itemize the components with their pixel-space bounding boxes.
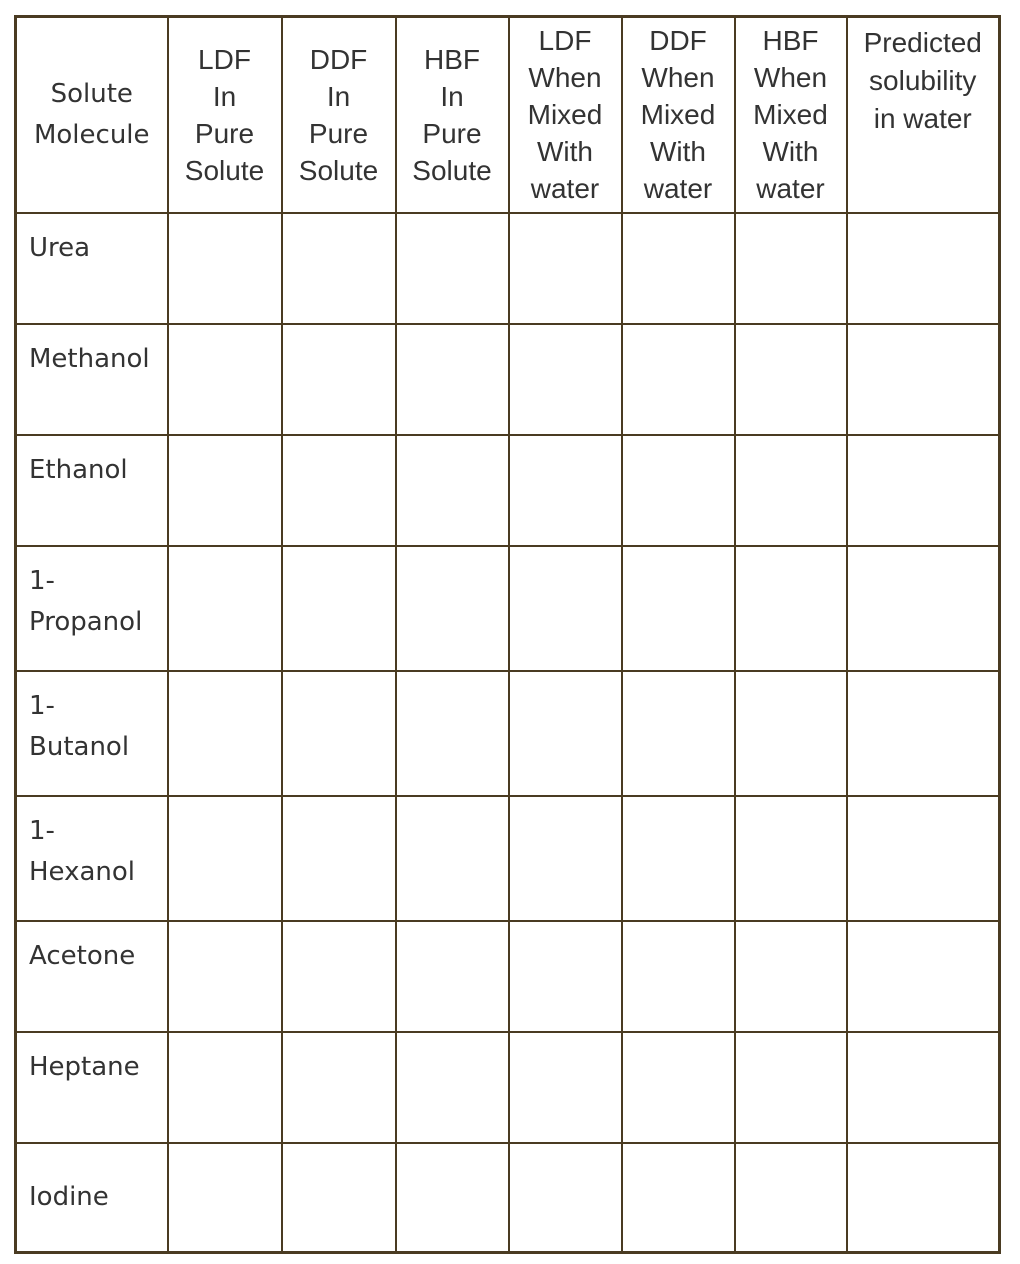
table-cell[interactable]	[509, 1143, 622, 1253]
table-cell[interactable]	[847, 546, 1000, 671]
table-cell[interactable]	[396, 546, 509, 671]
table-cell[interactable]	[735, 213, 847, 324]
table-cell[interactable]	[847, 435, 1000, 546]
table-cell[interactable]	[168, 1143, 282, 1253]
row-label: Acetone	[16, 921, 168, 1032]
header-ddf-pure: DDF In Pure Solute	[282, 17, 396, 213]
row-label: Methanol	[16, 324, 168, 435]
table-cell[interactable]	[396, 921, 509, 1032]
header-predicted-solubility: Predicted solubility in water	[847, 17, 1000, 213]
table-cell[interactable]	[735, 1143, 847, 1253]
table-cell[interactable]	[282, 324, 396, 435]
table-cell[interactable]	[282, 921, 396, 1032]
table-cell[interactable]	[168, 796, 282, 921]
row-label: Ethanol	[16, 435, 168, 546]
table-cell[interactable]	[847, 796, 1000, 921]
header-row	[16, 17, 1000, 213]
table-cell[interactable]	[735, 324, 847, 435]
table-row-1-butanol	[16, 671, 1000, 796]
table-cell[interactable]	[396, 671, 509, 796]
table-cell[interactable]	[735, 1032, 847, 1143]
row-label: 1- Butanol	[16, 671, 168, 796]
table-cell[interactable]	[847, 1032, 1000, 1143]
table-cell[interactable]	[509, 921, 622, 1032]
row-label: Heptane	[16, 1032, 168, 1143]
table-row-1-hexanol	[16, 796, 1000, 921]
table-cell[interactable]	[735, 546, 847, 671]
table-cell[interactable]	[735, 796, 847, 921]
table-cell[interactable]	[509, 546, 622, 671]
table-cell[interactable]	[396, 1032, 509, 1143]
table-cell[interactable]	[282, 213, 396, 324]
table-cell[interactable]	[396, 1143, 509, 1253]
table-cell[interactable]	[622, 435, 735, 546]
table-row-1-propanol	[16, 546, 1000, 671]
table-cell[interactable]	[282, 435, 396, 546]
table-cell[interactable]	[847, 671, 1000, 796]
table-cell[interactable]	[509, 1032, 622, 1143]
header-hbf-pure: HBF In Pure Solute	[396, 17, 509, 213]
table-cell[interactable]	[168, 324, 282, 435]
header-ldf-pure: LDF In Pure Solute	[168, 17, 282, 213]
table-cell[interactable]	[847, 213, 1000, 324]
table-cell[interactable]	[168, 213, 282, 324]
table-cell[interactable]	[735, 671, 847, 796]
table-row-iodine	[16, 1143, 1000, 1253]
table-cell[interactable]	[396, 435, 509, 546]
solubility-table	[14, 15, 1001, 1254]
table-cell[interactable]	[396, 324, 509, 435]
table-row-urea	[16, 213, 1000, 324]
table-cell[interactable]	[622, 1032, 735, 1143]
table-cell[interactable]	[509, 324, 622, 435]
table-row-heptane	[16, 1032, 1000, 1143]
header-ldf-mixed: LDF When Mixed With water	[509, 17, 622, 213]
row-label: 1- Propanol	[16, 546, 168, 671]
table-cell[interactable]	[847, 921, 1000, 1032]
table-cell[interactable]	[735, 921, 847, 1032]
header-hbf-mixed: HBF When Mixed With water	[735, 17, 847, 213]
row-label: 1- Hexanol	[16, 796, 168, 921]
table-cell[interactable]	[396, 213, 509, 324]
table-cell[interactable]	[168, 435, 282, 546]
header-ddf-mixed: DDF When Mixed With water	[622, 17, 735, 213]
row-label: Iodine	[16, 1143, 168, 1253]
table-cell[interactable]	[847, 1143, 1000, 1253]
table-row-methanol	[16, 324, 1000, 435]
table-cell[interactable]	[847, 324, 1000, 435]
table-cell[interactable]	[509, 435, 622, 546]
table-cell[interactable]	[622, 796, 735, 921]
table-cell[interactable]	[168, 546, 282, 671]
table-cell[interactable]	[622, 324, 735, 435]
table-row-acetone	[16, 921, 1000, 1032]
table-cell[interactable]	[282, 546, 396, 671]
row-label: Urea	[16, 213, 168, 324]
table-cell[interactable]	[168, 921, 282, 1032]
table-cell[interactable]	[622, 921, 735, 1032]
header-solute-molecule: Solute Molecule	[16, 17, 168, 213]
table-cell[interactable]	[282, 1143, 396, 1253]
table-cell[interactable]	[735, 435, 847, 546]
table-cell[interactable]	[168, 1032, 282, 1143]
table-cell[interactable]	[622, 671, 735, 796]
table-cell[interactable]	[509, 213, 622, 324]
table-row-ethanol	[16, 435, 1000, 546]
table-cell[interactable]	[509, 671, 622, 796]
table-cell[interactable]	[168, 671, 282, 796]
table-cell[interactable]	[396, 796, 509, 921]
table-cell[interactable]	[622, 1143, 735, 1253]
table-cell[interactable]	[282, 796, 396, 921]
table-cell[interactable]	[622, 213, 735, 324]
table-cell[interactable]	[282, 671, 396, 796]
table-cell[interactable]	[282, 1032, 396, 1143]
table-cell[interactable]	[622, 546, 735, 671]
table-cell[interactable]	[509, 796, 622, 921]
